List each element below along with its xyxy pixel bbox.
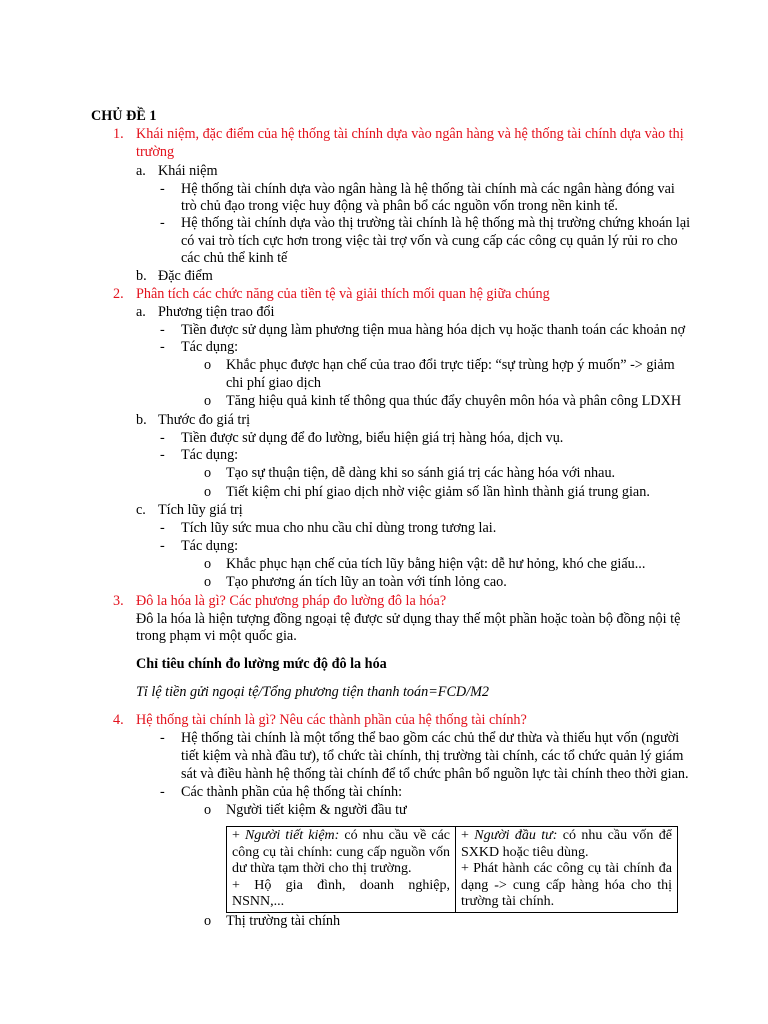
section-3-number: 3.	[113, 593, 124, 609]
section-2c-sub-2: Tạo phương án tích lũy an toàn với tính lỏng cao.	[226, 574, 507, 590]
section-1a-bullet-1-line-2: trò chủ đạo trong việc huy động và phân bổ các nguồn vốn trong nền kinh tế.	[181, 198, 618, 214]
section-1a-label: Khái niệm	[158, 163, 218, 179]
section-1a-bullet-2-line-1: Hệ thống tài chính dựa vào thị trường tài chính là hệ thống mà thị trường chứng khoán lại	[181, 215, 691, 231]
section-2b-sub-1: Tạo sự thuận tiện, dễ dàng khi so sánh giá trị các hàng hóa với nhau.	[226, 465, 616, 481]
section-1-number: 1.	[113, 126, 124, 142]
section-3-paragraph-line-2: trong phạm vi một quốc gia.	[136, 628, 297, 644]
section-4-bullet-1-line-2: tiết kiệm và nhà đầu tư), tổ chức tài chính, thị trường tài chính, các tổ chức quản lý giám	[181, 748, 684, 764]
circle-marker: o	[204, 556, 212, 572]
section-1-heading-line-2: trường	[136, 144, 175, 160]
section-4-heading: Hệ thống tài chính là gì? Nêu các thành phần của hệ thống tài chính?	[136, 712, 527, 728]
section-4-number: 4.	[113, 712, 124, 728]
circle-marker: o	[204, 484, 212, 500]
section-1b-label: Đặc điểm	[158, 268, 213, 284]
section-2a-sub-1-line-1: Khắc phục được hạn chế của trao đổi trực tiếp: “sự trùng hợp ý muốn” -> giảm	[226, 357, 675, 373]
savers-examples: + Hộ gia đình, doanh nghiệp, NSNN,...	[232, 877, 450, 910]
circle-marker: o	[204, 393, 212, 409]
table-cell-investors	[456, 827, 678, 913]
investors-text: có nhu cầu vốn để SXKD hoặc tiêu dùng.	[461, 828, 672, 860]
circle-marker: o	[204, 802, 212, 818]
investors-issue: + Phát hành các công cụ tài chính đa dạng -> cung cấp hàng hóa cho thị trường tài chính.	[461, 861, 672, 910]
plus-prefix: +	[461, 828, 475, 843]
section-1a-bullet-1-line-1: Hệ thống tài chính dựa vào ngân hàng là hệ thống tài chính mà các ngân hàng đóng vai	[181, 181, 675, 197]
section-2c-marker: c.	[136, 502, 146, 518]
dash-marker: -	[160, 520, 165, 536]
section-4-sub-1: Người tiết kiệm & người đầu tư	[226, 802, 407, 818]
dash-marker: -	[160, 339, 165, 355]
plus-prefix: +	[232, 828, 245, 843]
section-4-bullet-2: Các thành phần của hệ thống tài chính:	[181, 784, 403, 800]
section-3-paragraph-line-1: Đô la hóa là hiện tượng đồng ngoại tệ được sử dụng thay thế một phần hoặc toàn bộ đồng nội tệ	[136, 611, 681, 627]
savers-text: có nhu cầu về các công cụ tài chính: cung cấp nguồn vốn dư thừa tạm thời cho thị trường.	[232, 828, 451, 877]
section-2b-sub-2: Tiết kiệm chi phí giao dịch nhờ việc giảm số lần hình thành giá trung gian.	[226, 484, 650, 500]
dash-marker: -	[160, 447, 165, 463]
dash-marker: -	[160, 784, 165, 800]
circle-marker: o	[204, 465, 212, 481]
table-cell-savers	[227, 827, 456, 913]
section-2-heading: Phân tích các chức năng của tiền tệ và giải thích mối quan hệ giữa chúng	[136, 286, 550, 302]
section-2b-bullet-2: Tác dụng:	[181, 447, 239, 463]
section-2c-bullet-2: Tác dụng:	[181, 538, 239, 554]
section-3-bold-heading: Chỉ tiêu chính đo lường mức độ đô la hóa	[136, 656, 387, 672]
section-2c-label: Tích lũy giá trị	[158, 502, 243, 518]
section-4-sub-2: Thị trường tài chính	[226, 913, 341, 929]
section-2a-sub-2: Tăng hiệu quả kinh tế thông qua thúc đẩy chuyên môn hóa và phân công LDXH	[226, 393, 682, 409]
section-1a-marker: a.	[136, 163, 146, 179]
section-2c-bullet-1: Tích lũy sức mua cho nhu cầu chỉ dùng trong tương lai.	[181, 520, 497, 536]
section-2c-sub-1: Khắc phục hạn chế của tích lũy bằng hiện vật: dễ hư hỏng, khó che giấu...	[226, 556, 646, 572]
dash-marker: -	[160, 730, 165, 746]
section-1b-marker: b.	[136, 268, 147, 284]
dash-marker: -	[160, 538, 165, 554]
section-2-number: 2.	[113, 286, 124, 302]
section-1a-bullet-2-line-2: có vai trò tích cực hơn trong việc tài trợ vốn và cung cấp các công cụ quản lý rủi ro cho	[181, 233, 678, 249]
circle-marker: o	[204, 357, 212, 373]
section-2a-label: Phương tiện trao đổi	[158, 304, 275, 320]
savers-term: Người tiết kiệm:	[244, 828, 340, 843]
section-2a-bullet-1: Tiền được sử dụng làm phương tiện mua hàng hóa dịch vụ hoặc thanh toán các khoản nợ	[181, 322, 686, 338]
section-2b-label: Thước đo giá trị	[158, 412, 251, 428]
circle-marker: o	[204, 574, 212, 590]
dash-marker: -	[160, 215, 165, 231]
section-4-bullet-1-line-1: Hệ thống tài chính là một tổng thể bao gồm các chủ thể dư thừa và thiếu hụt vốn (người	[181, 730, 680, 746]
table-row	[227, 827, 678, 913]
dash-marker: -	[160, 430, 165, 446]
dash-marker: -	[160, 181, 165, 197]
section-4-bullet-1-line-3: sát và điều hành hệ thống tài chính để tổ chức phân bổ nguồn lực tài chính theo thời gian.	[181, 766, 689, 782]
investors-desc	[461, 828, 672, 861]
section-1-heading-line-1: Khái niệm, đặc điểm của hệ thống tài chính dựa vào ngân hàng và hệ thống tài chính dựa vào thị	[136, 126, 684, 142]
section-3-formula: Tỉ lệ tiền gửi ngoại tệ/Tổng phương tiện thanh toán=FCD/M2	[136, 684, 490, 700]
circle-marker: o	[204, 913, 212, 929]
section-2a-sub-1-line-2: chi phí giao dịch	[226, 375, 321, 391]
section-2b-bullet-1: Tiền được sử dụng để đo lường, biểu hiện giá trị hàng hóa, dịch vụ.	[181, 430, 564, 446]
investors-term: Người đầu tư:	[474, 828, 558, 843]
section-2a-bullet-2: Tác dụng:	[181, 339, 239, 355]
section-3-heading: Đô la hóa là gì? Các phương pháp đo lường đô la hóa?	[136, 593, 447, 609]
section-2b-marker: b.	[136, 412, 147, 428]
savers-investors-table	[226, 826, 678, 913]
savers-desc	[232, 828, 450, 878]
section-2a-marker: a.	[136, 304, 146, 320]
page-title: CHỦ ĐỀ 1	[91, 108, 157, 124]
section-1a-bullet-2-line-3: các chủ thể kinh tế	[181, 250, 288, 266]
dash-marker: -	[160, 322, 165, 338]
